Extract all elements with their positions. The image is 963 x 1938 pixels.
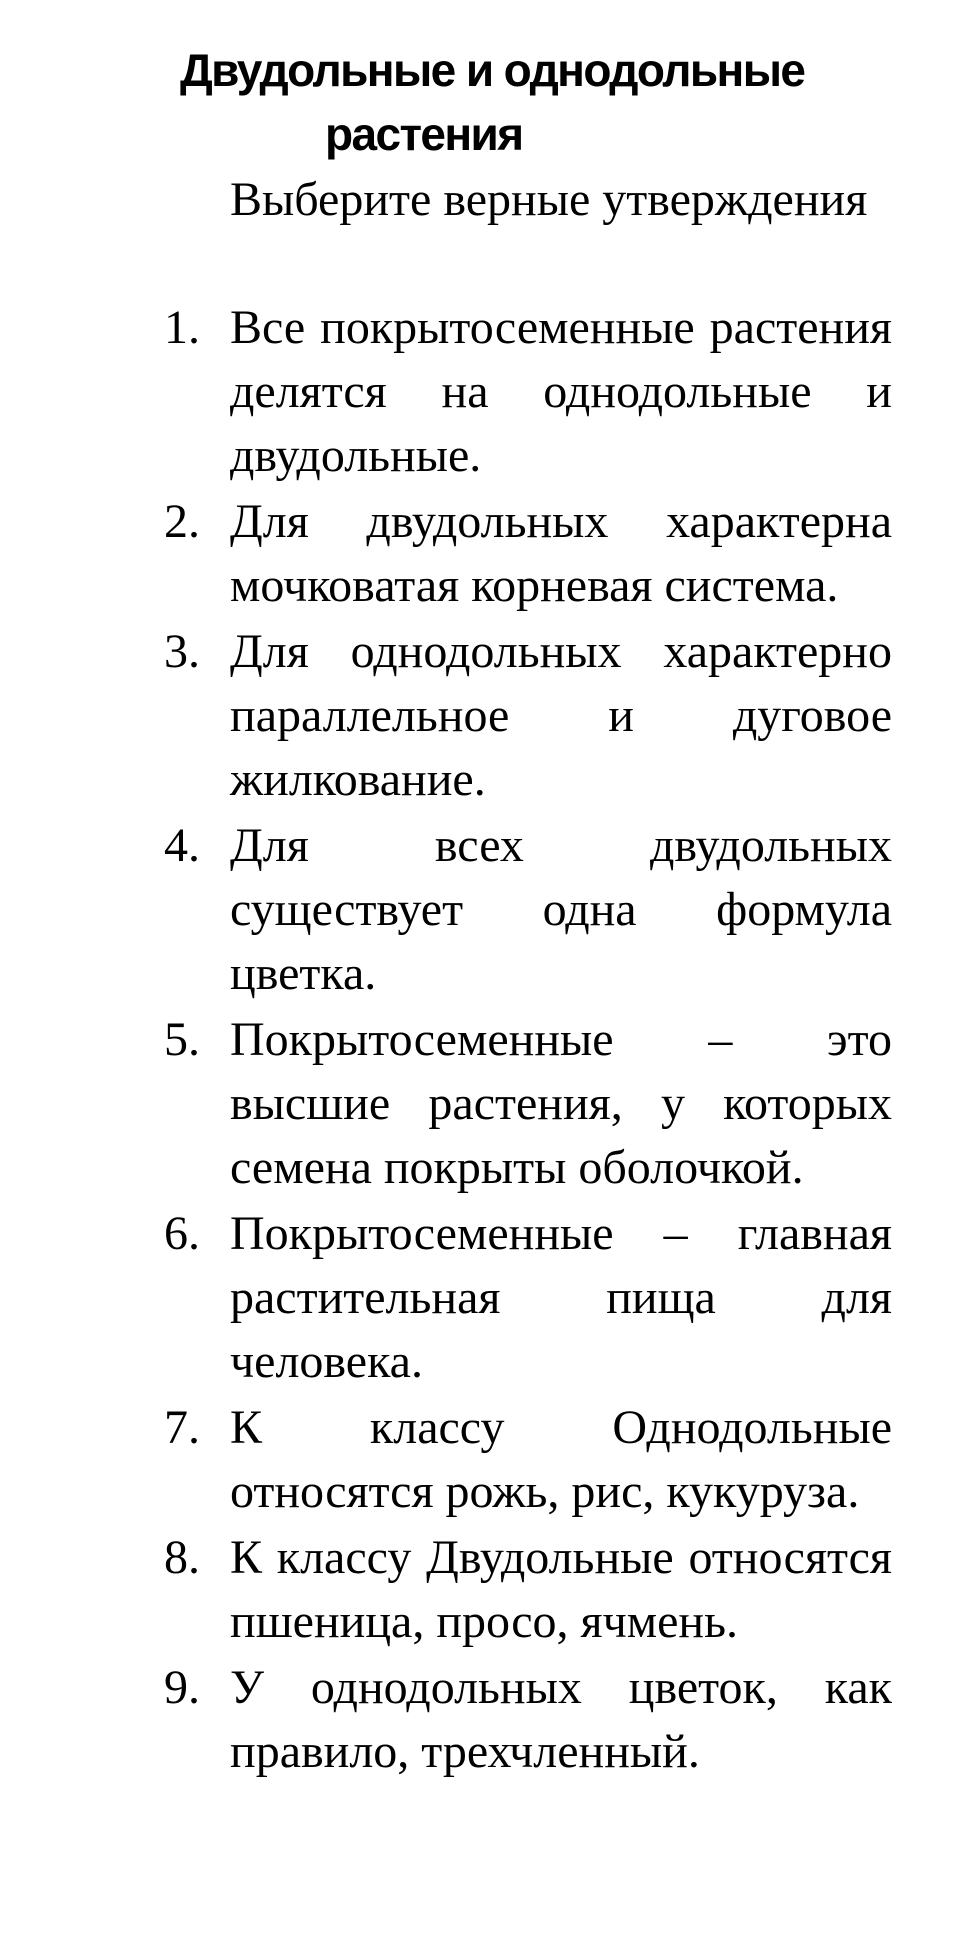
statement-text: К классу Однодольные относятся рожь, рис, кукуруза. — [230, 1401, 892, 1518]
statement-3 — [120, 620, 892, 812]
statement-number: 2. — [164, 495, 200, 548]
title-line-2: растения — [325, 108, 523, 160]
statement-4 — [120, 814, 892, 1006]
statement-list — [120, 296, 892, 1786]
statement-8 — [120, 1526, 892, 1654]
statement-text: Для двудольных характерна мочковатая корневая система. — [230, 495, 892, 612]
statement-text: Для всех двудольных существует одна формула цветка. — [230, 819, 892, 1000]
statement-number: 9. — [164, 1661, 200, 1714]
statement-2 — [120, 490, 892, 618]
statement-number: 5. — [164, 1013, 200, 1066]
statement-text: Для однодольных характерно параллельное и дуговое жилкование. — [230, 625, 892, 806]
statement-number: 1. — [164, 301, 200, 354]
statement-number: 3. — [164, 625, 200, 678]
statement-text: У однодольных цветок, как правило, трехчленный. — [230, 1661, 892, 1778]
instruction-text: Выберите верные утверждения — [230, 173, 868, 226]
statement-text: К классу Двудольные относятся пшеница, просо, ячмень. — [230, 1531, 892, 1648]
statement-text: Покрытосеменные – это высшие растения, у которых семена покрыты оболочкой. — [230, 1013, 892, 1194]
statement-6 — [120, 1202, 892, 1394]
statement-number: 4. — [164, 819, 200, 872]
statement-9 — [120, 1656, 892, 1784]
statement-text: Покрытосеменные – главная растительная пища для человека. — [230, 1207, 892, 1388]
title-line-1: Двудольные и однодольные — [180, 44, 805, 96]
statement-number: 7. — [164, 1401, 200, 1454]
statement-7 — [120, 1396, 892, 1524]
statement-number: 8. — [164, 1531, 200, 1584]
statement-text: Все покрытосеменные растения делятся на однодольные и двудольные. — [230, 301, 892, 482]
statement-1 — [120, 296, 892, 488]
statement-number: 6. — [164, 1207, 200, 1260]
statement-5 — [120, 1008, 892, 1200]
